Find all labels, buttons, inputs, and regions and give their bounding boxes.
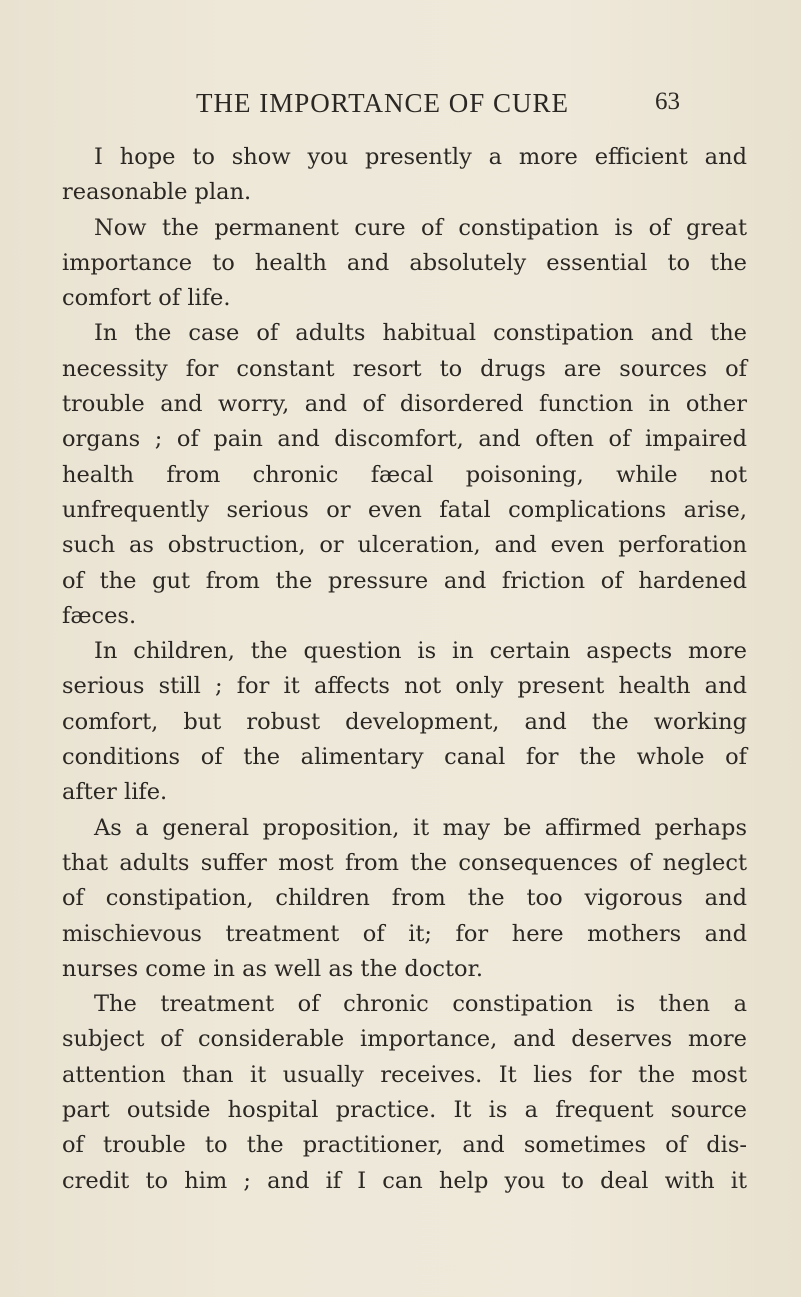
text-line: I hope to show you presently a more efficient and [94, 144, 747, 170]
text-line: subject of considerable importance, and deserves more [62, 1026, 747, 1053]
text-line: In the case of adults habitual constipation and the [94, 320, 747, 347]
text-line: health from chronic fæcal poisoning, while not [62, 461, 747, 488]
text-line: of trouble to the practitioner, and sometimes of dis- [62, 1132, 747, 1159]
text-line: after life. [62, 779, 168, 806]
text-line: serious still ; for it affects not only present health and [62, 673, 747, 700]
text-line: necessity for constant resort to drugs are sources of [62, 355, 747, 382]
text-line: comfort of life. [62, 285, 231, 312]
text-line: of constipation, children from the too vigorous and [62, 885, 747, 912]
text-line: of the gut from the pressure and friction of hardened [62, 567, 747, 594]
text-line: The treatment of chronic constipation is then a [94, 991, 747, 1018]
text-line: attention than it usually receives. It lies for the most [62, 1061, 747, 1088]
text-line: fæces. [62, 602, 137, 629]
text-line: reasonable plan. [62, 179, 252, 206]
text-line: that adults suffer most from the consequences of neglect [62, 849, 747, 876]
page-number: 63 [655, 88, 680, 115]
text-line: nurses come in as well as the doctor. [62, 955, 484, 982]
text-line: mischievous treatment of it; for here mothers and [62, 920, 747, 947]
text-line: In children, the question is in certain aspects more [94, 638, 747, 665]
text-line: As a general proposition, it may be affirmed perhaps [94, 814, 747, 841]
page-header [0, 88, 801, 128]
text-line: conditions of the alimentary canal for the whole of [62, 744, 747, 771]
text-line: credit to him ; and if I can help you to deal with it [62, 1167, 747, 1194]
text-line: importance to health and absolutely essential to the [62, 249, 747, 276]
text-line: comfort, but robust development, and the working [62, 708, 747, 735]
running-title: THE IMPORTANCE OF CURE [196, 88, 569, 118]
text-line: organs ; of pain and discomfort, and often of impaired [62, 426, 747, 453]
text-line: such as obstruction, or ulceration, and even perforation [62, 532, 747, 559]
text-line: trouble and worry, and of disordered function in other [62, 391, 747, 418]
text-line: unfrequently serious or even fatal complications arise, [62, 496, 747, 523]
text-line: Now the permanent cure of constipation is of great [94, 214, 747, 241]
body-text [62, 140, 747, 1199]
text-line: part outside hospital practice. It is a frequent source [62, 1097, 747, 1124]
